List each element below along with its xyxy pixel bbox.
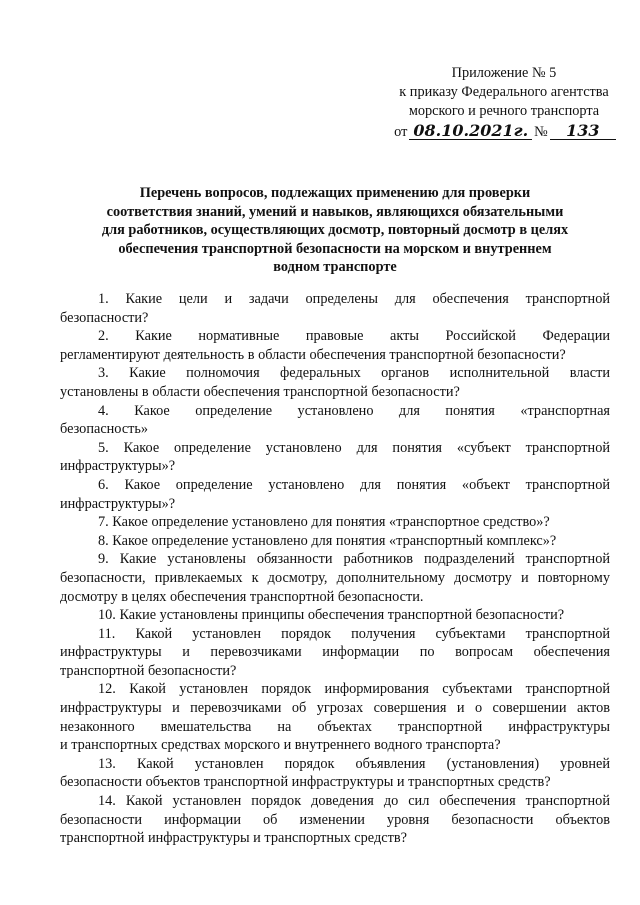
question-line: безопасности, привлекаемых к досмотру, дополнительному досмотру и повторному [60, 569, 610, 586]
appendix-header [386, 64, 622, 142]
question-item [60, 513, 610, 532]
question-first-line: 12. Какой установлен порядок информирования субъектами транспортной [98, 681, 610, 698]
question-item [60, 532, 610, 551]
title-line: водном транспорте [273, 259, 397, 276]
question-first-line: 13. Какой установлен порядок объявления (установления) уровней [98, 755, 610, 772]
question-item [60, 680, 610, 754]
title-line: обеспечения транспортной безопасности на морском и внутреннем [118, 240, 552, 257]
question-first-line: 11. Какой установлен порядок получения субъектами транспортной [98, 625, 610, 642]
question-line: инфраструктуры и перевозчиками информации по вопросам обеспечения [60, 644, 610, 661]
handwritten-number: 133 [550, 122, 616, 140]
question-line: безопасности информации об изменении уровня безопасности объектов [60, 811, 610, 828]
question-line: инфраструктуры и перевозчиками об угрозах совершения и о совершении актов [60, 700, 610, 717]
agency-name: морского и речного транспорта [408, 103, 600, 119]
question-line: незаконного вмешательства на объектах транспортной инфраструктуры [60, 718, 610, 735]
question-line: транспортной инфраструктуры и транспортных средств? [60, 830, 407, 847]
question-first-line: 2. Какие нормативные правовые акты Российской Федерации [98, 328, 610, 345]
question-item [60, 550, 610, 606]
title-line: Перечень вопросов, подлежащих применению для проверки [139, 185, 531, 201]
appendix-number: Приложение № 5 [451, 65, 557, 81]
question-line: регламентируют деятельность в области обеспечения транспортной безопасности? [60, 346, 566, 363]
question-first-line: 7. Какое определение установлено для понятия «транспортное средство»? [98, 514, 550, 531]
question-line: транспортной безопасности? [60, 662, 237, 679]
question-line: и транспортных средствах морского и внутреннего водного транспорта? [60, 737, 501, 754]
question-item [60, 439, 610, 476]
question-line: безопасности объектов транспортной инфраструктуры и транспортных средств? [60, 774, 551, 791]
question-first-line: 3. Какие полномочия федеральных органов исполнительной власти [98, 365, 610, 382]
title-line: соответствия знаний, умений и навыков, являющихся обязательными [106, 203, 564, 220]
document-title [60, 184, 610, 277]
question-item [60, 327, 610, 364]
question-first-line: 6. Какое определение установлено для понятия «объект транспортной [98, 476, 610, 493]
question-first-line: 14. Какой установлен порядок доведения до сил обеспечения транспортной [98, 793, 610, 810]
question-line: досмотру в целях обеспечения транспортной безопасности. [60, 588, 424, 605]
question-item [60, 625, 610, 681]
question-item [60, 364, 610, 401]
question-item [60, 402, 610, 439]
question-item [60, 476, 610, 513]
question-first-line: 10. Какие установлены принципы обеспечения транспортной безопасности? [98, 607, 565, 624]
question-item [60, 606, 610, 625]
title-line: для работников, осуществляющих досмотр, повторный досмотр в целях [101, 222, 569, 239]
date-label: от [394, 124, 408, 140]
question-line: инфраструктуры»? [60, 495, 176, 512]
number-label: № [534, 124, 548, 140]
question-first-line: 5. Какое определение установлено для понятия «субъект транспортной [98, 439, 610, 456]
order-reference: к приказу Федерального агентства [399, 84, 609, 100]
question-first-line: 1. Какие цели и задачи определены для обеспечения транспортной [98, 291, 610, 307]
question-item [60, 792, 610, 848]
questions-list [60, 290, 610, 848]
handwritten-date: 08.10.2021г. [409, 122, 532, 140]
question-item [60, 290, 610, 327]
question-first-line: 9. Какие установлены обязанности работников подразделений транспортной [98, 551, 610, 568]
question-line: безопасность» [60, 421, 149, 438]
question-item [60, 755, 610, 792]
question-line: безопасности? [60, 309, 149, 326]
question-first-line: 4. Какое определение установлено для понятия «транспортная [98, 402, 610, 419]
question-first-line: 8. Какое определение установлено для понятия «транспортный комплекс»? [98, 532, 557, 549]
order-date-number [386, 122, 622, 142]
question-line: инфраструктуры»? [60, 458, 176, 475]
question-line: установлены в области обеспечения транспортной безопасности? [60, 383, 460, 400]
